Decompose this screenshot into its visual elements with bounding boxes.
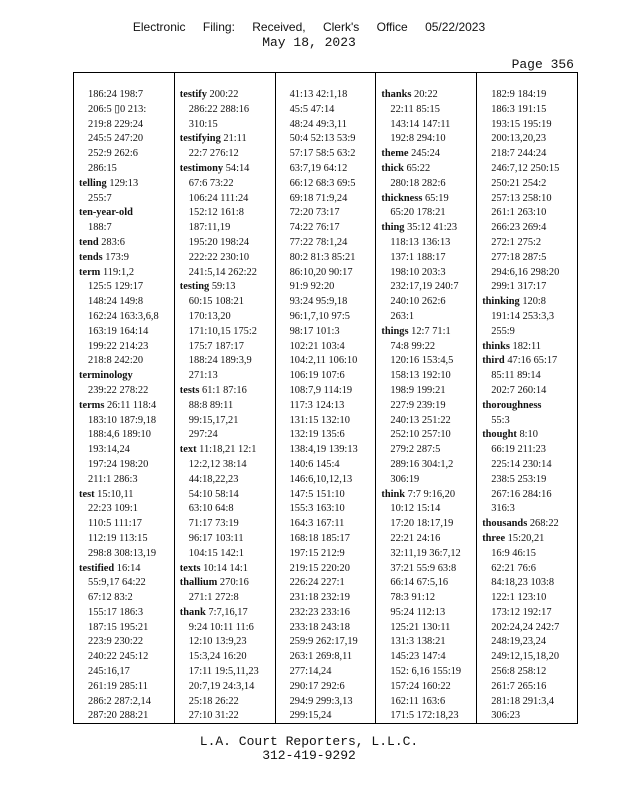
index-line: 277:14,24 (289, 666, 332, 678)
index-headword: thallium (179, 577, 218, 589)
index-line: 95:24 112:13 (390, 606, 446, 618)
index-line: 37:21 55:9 63:8 (390, 562, 457, 574)
index-line: 195:20 198:24 (188, 236, 250, 248)
index-line: 85:11 89:14 (491, 370, 541, 382)
index-line: 163:19 164:14 (88, 325, 149, 337)
index-line: 199:22 214:23 (88, 340, 149, 352)
index-line: 78:3 91:12 (390, 592, 436, 604)
page-number: Page 356 (511, 57, 574, 72)
index-column-4 (376, 73, 477, 723)
index-line: 310:15 (188, 118, 218, 130)
index-column-5 (477, 73, 577, 723)
index-line: thinking 120:8 (482, 296, 547, 308)
index-line: 122:1 123:10 (491, 592, 547, 604)
index-line: 110:5 111:17 (88, 518, 142, 530)
index-line: 231:18 232:19 (289, 592, 350, 604)
index-line: 261:19 285:11 (88, 680, 148, 692)
index-headword: testify (179, 89, 207, 100)
reporter-footer (0, 735, 618, 763)
index-line: 55:9,17 64:22 (88, 577, 146, 589)
index-headword: thing (381, 222, 405, 234)
index-headword: thoroughness (482, 399, 542, 411)
index-line: 245:5 247:20 (88, 133, 144, 145)
index-line: 299:1 317:17 (491, 281, 547, 293)
index-headword: terms (79, 399, 105, 411)
index-line: 188:4,6 189:10 (88, 429, 151, 441)
index-line: 132:19 135:6 (289, 429, 345, 441)
index-line: thallium 270:16 (179, 577, 249, 589)
index-line: 240:13 251:22 (390, 414, 451, 426)
index-line: 104:15 142:1 (188, 547, 244, 559)
filing-stamp-header (0, 20, 618, 34)
index-line: 255:9 (491, 325, 515, 337)
index-line: test 15:10,11 (79, 488, 134, 500)
index-line: 162:24 163:3,6,8 (88, 310, 159, 322)
index-headword: texts (179, 562, 201, 574)
index-line: thank 7:7,16,17 (179, 606, 248, 618)
index-headword: test (79, 488, 95, 500)
index-line: 259:9 262:17,19 (289, 636, 358, 648)
index-line: 241:5,14 262:22 (188, 266, 257, 278)
index-headword: third (482, 355, 505, 367)
index-line: 158:13 192:10 (390, 370, 451, 382)
index-line: testing 59:13 (179, 281, 236, 293)
index-line: 106:19 107:6 (289, 370, 345, 382)
index-line: thickness 65:19 (381, 192, 449, 204)
index-line: testimony 54:14 (179, 162, 250, 174)
index-line: 140:6 145:4 (289, 458, 340, 470)
index-line: 261:7 265:16 (491, 680, 547, 692)
index-line: 12:10 13:9,23 (188, 636, 247, 648)
index-line: 60:15 108:21 (188, 296, 244, 308)
index-line: 104:2,11 106:10 (289, 355, 358, 367)
index-line: 102:21 103:4 (289, 340, 345, 352)
index-line: 93:24 95:9,18 (289, 296, 348, 308)
index-line: 266:23 269:4 (491, 222, 547, 234)
index-line: 72:20 73:17 (289, 207, 340, 219)
index-line: 240:22 245:12 (88, 651, 149, 663)
index-line: 45:5 47:14 (289, 103, 335, 115)
index-line: 152:12 161:8 (188, 207, 244, 219)
index-line: 298:8 308:13,19 (88, 547, 157, 559)
index-headword: thought (482, 429, 517, 441)
index-line: 279:2 287:5 (390, 444, 441, 456)
index-line: 198:10 203:3 (390, 266, 446, 278)
index-column-3 (276, 73, 377, 723)
index-line: 200:13,20,23 (491, 133, 547, 145)
index-line: 77:22 78:1,24 (289, 236, 348, 248)
index-line: 280:18 282:6 (390, 177, 446, 189)
index-line: 186:24 198:7 (88, 89, 144, 100)
reporter-company: L.A. Court Reporters, L.L.C. (199, 734, 419, 749)
index-line: 146:6,10,12,13 (289, 473, 353, 485)
index-line: 191:14 253:3,3 (491, 310, 555, 322)
index-line: 66:12 68:3 69:5 (289, 177, 356, 189)
index-line: 48:24 49:3,11 (289, 118, 347, 130)
index-line: theme 245:24 (381, 148, 440, 160)
index-line: 294:9 299:3,13 (289, 695, 353, 707)
index-line: 164:3 167:11 (289, 518, 345, 530)
index-line: 67:6 73:22 (188, 177, 234, 189)
index-line: 106:24 111:24 (188, 192, 249, 204)
deposition-date: May 18, 2023 (262, 35, 356, 50)
index-line: text 11:18,21 12:1 (179, 444, 257, 456)
index-headword: text (179, 444, 197, 456)
index-headword: thinks (482, 340, 510, 352)
index-line: 108:7,9 114:19 (289, 384, 353, 396)
index-line: 255:7 (88, 192, 112, 204)
index-line: 96:1,7,10 97:5 (289, 310, 350, 322)
index-line: 240:10 262:6 (390, 296, 446, 308)
index-line: thanks 20:22 (381, 89, 438, 100)
index-line: 211:1 286:3 (88, 473, 138, 485)
index-line: 22:11 85:15 (390, 103, 440, 115)
reporter-phone: 312-419-9292 (262, 748, 356, 763)
index-line: 299:15,24 (289, 710, 332, 722)
index-line: 286:2 287:2,14 (88, 695, 151, 707)
index-line: testifying 21:11 (179, 133, 247, 145)
index-line: 202:24,24 242:7 (491, 621, 560, 633)
index-line: 186:3 191:15 (491, 103, 547, 115)
index-line: 145:23 147:4 (390, 651, 446, 663)
index-headword: thanks (381, 89, 412, 100)
index-line: term 119:1,2 (79, 266, 135, 278)
index-line: 10:12 15:14 (390, 503, 441, 515)
index-line: 20:7,19 24:3,14 (188, 680, 255, 692)
index-line: 155:17 186:3 (88, 606, 144, 618)
index-line: 287:20 288:21 (88, 710, 149, 722)
index-headword: thank (179, 606, 206, 618)
index-line: 54:10 58:14 (188, 488, 239, 500)
index-column-2 (175, 73, 276, 723)
index-line (482, 399, 577, 414)
index-line: 249:12,15,18,20 (491, 651, 560, 663)
index-line: 147:5 151:10 (289, 488, 345, 500)
index-column-1 (74, 73, 175, 723)
index-line: 25:18 26:22 (188, 695, 239, 707)
index-line: 197:15 212:9 (289, 547, 345, 559)
filing-word-2: Filing: (202, 20, 235, 34)
index-line: 198:9 199:21 (390, 384, 446, 396)
index-line: 84:18,23 103:8 (491, 577, 555, 589)
index-headword: thickness (381, 192, 423, 204)
index-headword: telling (79, 177, 107, 189)
index-line: 152: 6,16 155:19 (390, 666, 462, 678)
index-line: 188:24 189:3,9 (188, 355, 252, 367)
index-line: 238:5 253:19 (491, 473, 547, 485)
index-line: 44:18,22,23 (188, 473, 239, 485)
index-line: 16:9 46:15 (491, 547, 536, 559)
index-line: 267:16 284:16 (491, 488, 552, 500)
index-line: 286:22 288:16 (188, 103, 250, 115)
index-line: 187:15 195:21 (88, 621, 149, 633)
index-line: 281:18 291:3,4 (491, 695, 555, 707)
index-line: 138:4,19 139:13 (289, 444, 358, 456)
index-headword: think (381, 488, 406, 500)
index-line: 15:3,24 16:20 (188, 651, 247, 663)
index-line: 223:9 230:22 (88, 636, 144, 648)
index-headword: ten-year-old (79, 207, 133, 219)
index-line: 125:5 129:17 (88, 281, 144, 293)
index-line (79, 369, 174, 384)
index-line: 222:22 230:10 (188, 251, 250, 263)
index-line: 22:21 24:16 (390, 532, 441, 544)
index-headword: things (381, 325, 409, 337)
index-line: 162:11 163:6 (390, 695, 446, 707)
index-line: 226:24 227:1 (289, 577, 345, 589)
index-line: 202:7 260:14 (491, 384, 547, 396)
index-line: 248:19,23,24 (491, 636, 547, 648)
index-line: terms 26:11 118:4 (79, 399, 157, 411)
index-line: 91:9 92:20 (289, 281, 335, 293)
index-line: 252:10 257:10 (390, 429, 451, 441)
filing-word-3: Received, (252, 20, 306, 34)
index-line: 63:10 64:8 (188, 503, 234, 515)
index-line: 74:22 76:17 (289, 222, 340, 234)
index-headword: theme (381, 148, 409, 160)
index-line: 71:17 73:19 (188, 518, 239, 530)
index-line: 188:7 (88, 222, 112, 234)
index-line: 131:15 132:10 (289, 414, 350, 426)
index-line: testify 200:22 (179, 89, 239, 100)
index-line: 86:10,20 90:17 (289, 266, 353, 278)
index-line: 118:13 136:13 (390, 236, 451, 248)
index-line: 218:7 244:24 (491, 148, 547, 160)
index-line: 65:20 178:21 (390, 207, 446, 219)
index-headword: tends (79, 251, 103, 263)
index-line: 157:24 160:22 (390, 680, 451, 692)
index-line: 263:1 269:8,11 (289, 651, 353, 663)
index-line: 50:4 52:13 53:9 (289, 133, 356, 145)
index-line: 197:24 198:20 (88, 458, 149, 470)
index-line: 290:17 292:6 (289, 680, 345, 692)
index-line: 27:10 31:22 (188, 710, 239, 722)
index-line: 239:22 278:22 (88, 384, 149, 396)
index-line: things 12:7 71:1 (381, 325, 451, 337)
filing-word-1: Electronic (132, 20, 186, 34)
index-line: 256:8 258:12 (491, 666, 547, 678)
index-line (79, 206, 174, 221)
index-line: 233:18 243:18 (289, 621, 350, 633)
index-headword: tests (179, 384, 200, 396)
index-line: 9:24 10:11 11:6 (188, 621, 254, 633)
index-line: 193:14,24 (88, 444, 130, 456)
index-line: 148:24 149:8 (88, 296, 144, 308)
index-line: thousands 268:22 (482, 518, 559, 530)
index-line: 112:19 113:15 (88, 532, 148, 544)
index-headword: testimony (179, 162, 224, 174)
filing-word-4: Clerk's (322, 20, 360, 34)
index-line: think 7:7 9:16,20 (381, 488, 456, 500)
index-headword: thick (381, 162, 404, 174)
index-line: 80:2 81:3 85:21 (289, 251, 356, 263)
index-line: 125:21 130:11 (390, 621, 451, 633)
index-line: 62:21 76:6 (491, 562, 536, 574)
index-line: 289:16 304:1,2 (390, 458, 454, 470)
index-line: 277:18 287:5 (491, 251, 547, 263)
index-headword: tend (79, 236, 99, 248)
index-line: 131:3 138:21 (390, 636, 446, 648)
index-line: 143:14 147:11 (390, 118, 451, 130)
index-line: 193:15 195:19 (491, 118, 552, 130)
index-line: 232:17,19 240:7 (390, 281, 459, 293)
index-line: 306:19 (390, 473, 420, 485)
index-line: 22:7 276:12 (188, 148, 239, 160)
index-line: 261:1 263:10 (491, 207, 547, 219)
index-line: 182:9 184:19 (491, 89, 547, 100)
index-line: 175:7 187:17 (188, 340, 244, 352)
filing-word-5: Office (376, 20, 408, 34)
index-headword: terminology (79, 370, 133, 382)
index-line: 12:2,12 38:14 (188, 458, 247, 470)
index-line: 183:10 187:9,18 (88, 414, 157, 426)
index-line: 96:17 103:11 (188, 532, 244, 544)
index-line: thick 65:22 (381, 162, 431, 174)
index-line: 272:1 275:2 (491, 236, 542, 248)
index-line: 192:8 294:10 (390, 133, 446, 145)
index-line: 137:1 188:17 (390, 251, 446, 263)
index-line: 170:13,20 (188, 310, 231, 322)
index-line: 286:15 (88, 162, 117, 174)
index-line: 271:13 (188, 370, 218, 382)
index-line: 155:3 163:10 (289, 503, 345, 515)
index-line: 41:13 42:1,18 (289, 89, 348, 100)
index-line: 294:6,16 298:20 (491, 266, 560, 278)
index-line: three 15:20,21 (482, 532, 545, 544)
index-line: thing 35:12 41:23 (381, 222, 458, 234)
index-headword: three (482, 532, 506, 544)
index-line: 219:15 220:20 (289, 562, 350, 574)
index-line: 187:11,19 (188, 222, 231, 234)
index-line: 250:21 254:2 (491, 177, 547, 189)
index-line: 246:7,12 250:15 (491, 162, 560, 174)
index-line: thought 8:10 (482, 429, 538, 441)
index-line: 206:5 ▯0 213: (88, 103, 147, 115)
index-line: 63:7,19 64:12 (289, 162, 348, 174)
index-line: 22:23 109:1 (88, 503, 138, 515)
index-line: 306:23 (491, 710, 521, 722)
index-line: 67:12 83:2 (88, 592, 133, 604)
index-line: texts 10:14 14:1 (179, 562, 248, 574)
index-line: 271:1 272:8 (188, 592, 239, 604)
index-headword: testifying (179, 133, 221, 145)
index-line: tends 173:9 (79, 251, 129, 263)
index-line: 171:5 172:18,23 (390, 710, 459, 722)
word-index-table (73, 72, 578, 724)
index-line: third 47:16 65:17 (482, 355, 558, 367)
index-headword: thousands (482, 518, 528, 530)
index-line: 219:8 229:24 (88, 118, 144, 130)
index-line: 17:20 18:17,19 (390, 518, 454, 530)
index-line: tests 61:1 87:16 (179, 384, 247, 396)
index-line: 227:9 239:19 (390, 399, 446, 411)
index-line: 98:17 101:3 (289, 325, 340, 337)
index-line: 297:24 (188, 429, 218, 441)
index-line: 257:13 258:10 (491, 192, 552, 204)
index-line: 245:16,17 (88, 666, 130, 678)
index-line: tend 283:6 (79, 236, 125, 248)
filing-date: 05/22/2023 (425, 20, 486, 34)
index-line: 55:3 (491, 414, 510, 426)
index-headword: thinking (482, 296, 520, 308)
index-line: 218:8 242:20 (88, 355, 144, 367)
index-line: 263:1 (390, 310, 415, 322)
index-line: 171:10,15 175:2 (188, 325, 257, 337)
index-line: 316:3 (491, 503, 515, 515)
index-line: 57:17 58:5 63:2 (289, 148, 356, 160)
index-line: telling 129:13 (79, 177, 139, 189)
index-line: 120:16 153:4,5 (390, 355, 454, 367)
index-line: 232:23 233:16 (289, 606, 350, 618)
index-line: 66:19 211:23 (491, 444, 546, 456)
index-line: 88:8 89:11 (188, 399, 234, 411)
index-line: 66:14 67:5,16 (390, 577, 449, 589)
index-line: testified 16:14 (79, 562, 141, 574)
index-line: 17:11 19:5,11,23 (188, 666, 259, 678)
index-line: 173:12 192:17 (491, 606, 552, 618)
index-line: 32:11,19 36:7,12 (390, 547, 461, 559)
index-line: 225:14 230:14 (491, 458, 552, 470)
index-line: 99:15,17,21 (188, 414, 239, 426)
index-line: 117:3 124:13 (289, 399, 345, 411)
index-line: 74:8 99:22 (390, 340, 436, 352)
index-headword: testing (179, 281, 210, 293)
index-line: 252:9 262:6 (88, 148, 138, 160)
index-headword: term (79, 266, 101, 278)
index-line: thinks 182:11 (482, 340, 541, 352)
index-line: 168:18 185:17 (289, 532, 350, 544)
index-headword: testified (79, 562, 115, 574)
index-line: 69:18 71:9,24 (289, 192, 348, 204)
